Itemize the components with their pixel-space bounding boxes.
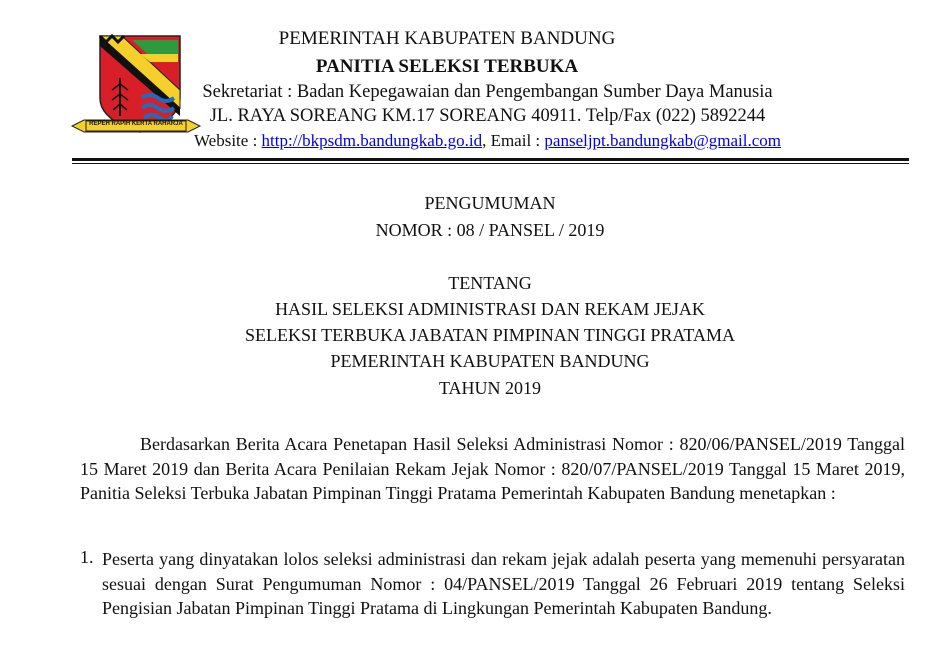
header-address: JL. RAYA SOREANG KM.17 SOREANG 40911. Telp/Fax (022) 5892244 <box>209 106 766 126</box>
email-link[interactable]: panseljpt.bandungkab@gmail.com <box>544 131 782 150</box>
announcement-subject-3: PEMERINTAH KABUPATEN BANDUNG <box>330 351 650 371</box>
logo-motto: REPEH RAPIH KERTA RAHARJA <box>89 121 183 127</box>
header-divider-thick <box>72 158 909 161</box>
header-contact <box>60 131 915 151</box>
announcement-subject-4: TAHUN 2019 <box>438 378 542 398</box>
header-divider-thin <box>72 163 909 164</box>
website-label: Website : <box>193 131 262 150</box>
list-item-number: 1. <box>80 547 94 567</box>
header-government-name: PEMERINTAH KABUPATEN BANDUNG <box>278 28 616 49</box>
announcement-about: TENTANG <box>448 273 532 293</box>
announcement-subject-1: HASIL SELEKSI ADMINISTRASI DAN REKAM JEJAK <box>275 299 705 319</box>
header-secretariat: Sekretariat : Badan Kepegawaian dan Pengembangan Sumber Daya Manusia <box>202 82 773 102</box>
email-label: , Email : <box>482 131 545 150</box>
website-link[interactable]: http://bkpsdm.bandungkab.go.id <box>261 131 483 150</box>
header-committee-name: PANITIA SELEKSI TERBUKA <box>315 56 579 77</box>
announcement-title: PENGUMUMAN <box>424 193 556 213</box>
intro-paragraph: Berdasarkan Berita Acara Penetapan Hasil Seleksi Administrasi Nomor : 820/06/PANSEL/2019 Tanggal 15 Maret 2019 dan Berita Acara Penilaian Rekam Jejak Nomor : 820/07/PANSEL/2019 Tanggal 15 Maret 2019, Panitia Seleksi Terbuka Jabatan Pimpinan Tinggi Pratama Pemerintah Kabupaten Bandung menetapkan : <box>80 434 905 503</box>
list-item-text: Peserta yang dinyatakan lolos seleksi administrasi dan rekam jejak adalah peserta yang memenuhi persyaratan sesuai dengan Surat Pengumuman Nomor : 04/PANSEL/2019 Tanggal 26 Februari 2019 tentang Seleksi Pengisian Jabatan Pimpinan Tinggi Pratama di Lingkungan Pemerintah Kabupaten Bandung. <box>102 549 905 618</box>
announcement-subject-2: SELEKSI TERBUKA JABATAN PIMPINAN TINGGI PRATAMA <box>245 325 735 345</box>
announcement-number: NOMOR : 08 / PANSEL / 2019 <box>375 220 605 240</box>
